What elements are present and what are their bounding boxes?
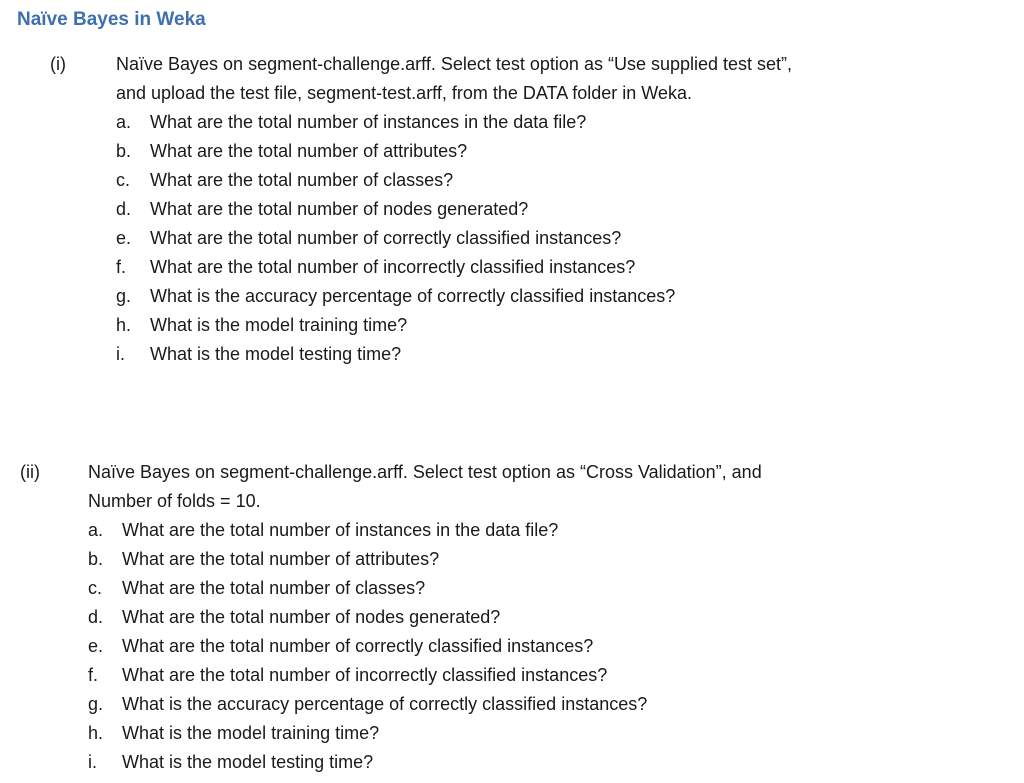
question-text: What are the total number of instances in the data file? <box>150 112 587 132</box>
question-letter: c. <box>116 170 131 190</box>
question-letter: b. <box>116 141 132 161</box>
page-title: Naïve Bayes in Weka <box>17 9 206 30</box>
question-letter: b. <box>88 549 104 569</box>
question-letter: g. <box>116 286 132 306</box>
question-text: What is the model training time? <box>150 315 408 335</box>
question-text: What are the total number of classes? <box>150 170 454 190</box>
question-text: What are the total number of attributes? <box>122 549 440 569</box>
question-text: What are the total number of instances in the data file? <box>122 520 559 540</box>
question-text: What are the total number of attributes? <box>150 141 468 161</box>
question-letter: i. <box>116 344 125 364</box>
question-letter: i. <box>88 752 97 772</box>
question-text: What are the total number of correctly classified instances? <box>150 228 622 248</box>
question-letter: d. <box>88 607 104 627</box>
question-text: What is the model testing time? <box>150 344 402 364</box>
question-letter: h. <box>116 315 132 335</box>
question-text: What is the accuracy percentage of correctly classified instances? <box>122 694 648 714</box>
section-intro-line: Number of folds = 10. <box>88 491 261 511</box>
section-intro-line: and upload the test file, segment-test.arff, from the DATA folder in Weka. <box>116 83 692 103</box>
question-letter: f. <box>116 257 127 277</box>
section-intro <box>88 458 762 516</box>
question-text: What are the total number of incorrectly classified instances? <box>122 665 608 685</box>
question-letter: e. <box>116 228 132 248</box>
question-letter: a. <box>116 112 132 132</box>
question-text: What is the model testing time? <box>122 752 374 772</box>
question-letter: g. <box>88 694 104 714</box>
section-number: (i) <box>50 54 66 74</box>
question-text: What is the accuracy percentage of correctly classified instances? <box>150 286 676 306</box>
section-intro <box>116 50 792 108</box>
section-intro-line: Naïve Bayes on segment-challenge.arff. Select test option as “Use supplied test set”, <box>116 54 793 74</box>
question-letter: d. <box>116 199 132 219</box>
section-number: (ii) <box>20 462 40 482</box>
question-text: What are the total number of nodes generated? <box>122 607 501 627</box>
question-text: What is the model training time? <box>122 723 380 743</box>
question-text: What are the total number of classes? <box>122 578 426 598</box>
question-letter: a. <box>88 520 104 540</box>
section-intro-line: Naïve Bayes on segment-challenge.arff. Select test option as “Cross Validation”, and <box>88 462 762 482</box>
question-letter: e. <box>88 636 104 656</box>
question-text: What are the total number of incorrectly classified instances? <box>150 257 636 277</box>
question-letter: f. <box>88 665 99 685</box>
question-letter: h. <box>88 723 104 743</box>
question-letter: c. <box>88 578 103 598</box>
question-text: What are the total number of nodes generated? <box>150 199 529 219</box>
question-text: What are the total number of correctly classified instances? <box>122 636 594 656</box>
